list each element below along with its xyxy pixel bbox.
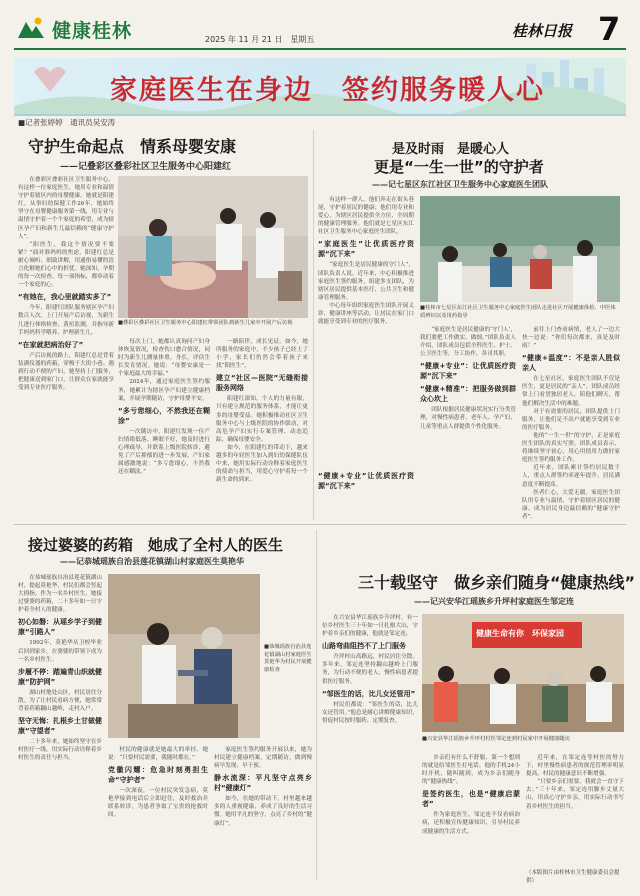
story2-para: 他的“一生一世”的守护，正是家庭医生团队的真实写照。团队成员表示，将继续坚守初心，用心用情用力做好家庭医生签约服务工作。 [522, 432, 620, 464]
story1-para: 今年，阳建红团队服务辖区孕产妇数百人次，上门开展产后访视，为新生儿进行体格检查、黄疸监测，并指导新手妈妈科学喂养、护理新生儿。 [18, 305, 114, 336]
story3-para: 在恭城瑶族自治县莲花镇湖山村，提起莫艳华，村民们都会竖起大拇指。作为一名乡村医生，她接过婆婆的药箱，二十多年如一日守护着全村人的健康。 [18, 575, 102, 614]
story4-para: 在兴安县华江瑶族乡升坪村，有一位乡村医生三十年如一日扎根大山，守护着乡亲们的健康，他就是邹定连。 [322, 615, 418, 638]
story4-subheading: 是签约医生，也是“健康启蒙者” [422, 790, 520, 809]
story2-para: “家庭医生是居民健康的守门人”，团队负责人说。近年来，中心积极推进家庭医生签约服务，组建多支团队，为辖区居民提供基本医疗、公共卫生和健康管理服务。 [318, 262, 414, 301]
story4-subtitle: ——记兴安华江瑶族乡升坪村家庭医生邹定连 [414, 597, 574, 606]
story2-para: 近年来，团队累计签约居民数千人，重点人群签约率逐年提升，居民满意度不断提高。 [522, 465, 620, 488]
story2-column-3 [420, 326, 516, 520]
story2-para: 中心每年组织家庭医生团队开展义诊、健康讲座等活动，让居民在家门口就能享受到专业的医疗服务。 [318, 302, 414, 326]
story3-subheading: 坚守无悔：扎根乡土甘做健康“守望者” [18, 717, 102, 736]
story2-column-4 [522, 326, 620, 520]
story4-title: 三十载坚守 做乡亲们随身“健康热线” [358, 573, 636, 592]
story4-para: 乡亲们有什么不舒服，第一个想到的就是给邹医生打电话。他的手机24小时开机，随叫随到，成为乡亲们随身的“健康热线”。 [422, 755, 520, 786]
story1-para: 每次上门，她都认真询问产妇身体恢复情况，检查伤口愈合情况，同时为新生儿测量体重、身长，评估生长发育情况。她说：“母婴安康是一个家庭最大的幸福。” [118, 339, 210, 378]
story1-para: 一次随访中，阳建红发现一位产妇情绪低落、睡眠不好，她及时进行心理疏导，并联系上级医院转诊，避免了产后抑郁的进一步发展。产妇家属感激地说：“多亏您细心，不然我还在糊涂。” [118, 428, 210, 476]
story1-para: 2024年，通过家庭医生签约服务，她累计为辖区孕产妇建立健康档案，开展孕期随访，守护母婴平安。 [118, 379, 210, 402]
story2-para: 医者仁心，大爱无疆。家庭医生团队用专业与温情，守护着辖区居民的健康，成为居民身边最信赖的“健康守护者”。 [522, 489, 620, 520]
story3-para: 湖山村地处山区，村民居住分散。为了让村民看病方便，她常常背着药箱翻山越岭，走村入户。 [18, 689, 102, 712]
story2-photo-caption: ■桂林市七星区东江社区卫生服务中心家庭医生团队走进社区开展健康体检、中医体质辨识以及用药指导 [420, 305, 616, 319]
story3-subheading: 党徽闪耀：危急时刻勇担生命“守护者” [108, 766, 208, 785]
story3-column-3 [214, 746, 312, 878]
story3-para: 如今，在她的带动下，村里越来越多的人重视健康，养成了良好的生活习惯。她用平凡的坚守，点亮了乡村的“健康灯”。 [214, 796, 312, 827]
page-number: 7 [598, 10, 621, 48]
story3-subheading: 静水流深：平凡坚守点亮乡村“健康灯” [214, 774, 312, 793]
issue-date: 2025 年 11 月 21 日 星期五 [205, 35, 315, 44]
story4-column-1 [322, 614, 418, 878]
story1-para: 在叠彩区叠彩社区卫生服务中心，有这样一位家庭医生，她用专业和温情守护着辖区内的母婴健康，她就是阳建红。从事妇幼保健工作26年，她始终坚守在母婴健康服务第一线，用专业与温情守护着一个个家庭的希望，成为辖区孕产妇和新生儿最信赖的“健康守护人”。 [18, 177, 114, 240]
story4-photo-caption: ■兴安县华江瑶族乡升坪村村医邹定连到村民家中开展健康随访 [422, 736, 571, 742]
story1-photo-caption: ■叠彩区叠彩社区卫生服务中心阳建红带领团队到新生儿家中开展产后访视 [118, 320, 293, 326]
story4-subheading: “邹医生的话，比儿女还管用” [322, 689, 416, 698]
story2-subtitle: ——记七星区东江社区卫生服务中心家庭医生团队 [372, 180, 548, 189]
story3-photo-image [108, 574, 260, 738]
story3-para: 二十多年来，她始终坚守在乡村医疗一线，用实际行动诠释着乡村医生的责任与担当。 [18, 739, 102, 762]
story2-subheading: “家庭医生”让优质医疗资源“沉下来” [318, 240, 414, 259]
story2-title-line2: 更是“一生一世”的守护者 [374, 158, 544, 176]
story1-photo-image [118, 176, 308, 318]
story2-title-line1: 是及时雨 是暖心人 [392, 142, 510, 157]
story3-column-2 [108, 746, 208, 878]
story3-subtitle: ——记恭城瑶族自治县莲花镇湖山村家庭医生莫艳华 [60, 557, 244, 566]
story3-subheading: 步履不停：踏遍青山织就健康“防护网” [18, 667, 102, 686]
section-logo-icon [14, 14, 46, 42]
story4-para: “只要乡亲们需要，我就会一直守下去。”三十年来，邹定连用脚步丈量大山，用真心守护乡亲，用实际行动书写着乡村医生的担当。 [526, 779, 624, 810]
story1-title: 守护生命起点 情系母婴安康 [28, 137, 237, 156]
story3-para: 村民的健康就是她最大的牵挂。她说：“只要村民需要，我随时都在。” [108, 747, 208, 762]
story3-column-1 [18, 574, 102, 878]
story1-subheading: “在家就把病治好了” [18, 340, 84, 349]
story2-photo-image [420, 196, 620, 302]
story2-photo [420, 196, 620, 302]
story1-para: 阳建红深知，个人的力量有限，只有建立规范的服务体系，才能让更多的母婴受益。她积极推动社区卫生服务中心与上级医院的协作联动，对高危孕产妇实行专案管理、动态追踪，确保母婴安全。 [216, 396, 308, 443]
byline: ■记者张婷婷 通讯员吴安涛 [18, 118, 116, 127]
story1-subtitle: ——记叠彩区叠彩社区卫生服务中心阳建红 [60, 162, 232, 172]
story1-para: 一路陪伴，成长见证。如今，她所服务的家庭中，不少孩子已经上了小学，家长们仍然会带着孩子来找“阳医生”。 [216, 339, 308, 370]
section-name: 健康桂林 [52, 20, 133, 42]
story3-photo [108, 574, 260, 738]
story2-subheading: “健康+专业”：让优质医疗资源“沉下来” [420, 362, 516, 381]
column-divider [316, 530, 317, 880]
section-divider [14, 524, 626, 525]
story4-subheading: 山路弯曲阻挡不了上门服务 [322, 642, 406, 651]
story1-subheading: “多亏您细心，不然我还在糊涂” [118, 406, 210, 425]
story4-column-3 [526, 754, 624, 866]
newspaper-name: 桂林日报 [512, 22, 573, 40]
banner-title: 家庭医生在身边 签约服务暖人心 [110, 75, 545, 106]
story2-subheading: “健康+精准”：把服务做到群众心坎上 [420, 385, 516, 404]
story1-subheading: 建立“社区—医院”无缝衔接服务网络 [216, 374, 308, 393]
story3-para: 一次深夜，一位村民突发急病，莫艳华接到电话后立即赶往，及时救治并联系转诊，为患者争取了宝贵的抢救时间。 [108, 788, 208, 819]
story4-photo [422, 614, 624, 732]
story4-para: 作为家庭医生，邹定连不仅看病治病，还积极宣传健康知识，引导村民养成健康的生活方式。 [422, 812, 520, 835]
story4-para: 近年来，在邹定连等村医的努力下，村里慢性病患者的规范管理率明显提高，村民的健康意识不断增强。 [526, 755, 624, 778]
story1-photo [118, 176, 308, 318]
story1-column-1 [18, 176, 114, 520]
story3-title: 接过婆婆的药箱 她成了全村人的医生 [28, 536, 284, 554]
story4-photo-banner-text: 健康生命有你 环保家园 [476, 629, 564, 638]
story2-subheading: “健康+温度”：不是亲人胜似亲人 [522, 354, 620, 373]
story2-para: 团队根据居民健康状况实行分类管理，对慢性病患者、老年人、孕产妇、儿童等重点人群提供个性化服务。 [420, 407, 516, 430]
column-divider [313, 130, 314, 520]
story2-para: 在七星社区，家庭医生团队不仅是医生，更是居民的“亲人”。团队成员经常上门看望独居老人，陪他们聊天，帮他们解决生活中的难题。 [522, 376, 620, 407]
story2-para: 对于有需要的居民，团队提供上门服务，让他们足不出户就能享受到专业的医疗服务。 [522, 408, 620, 431]
story3-para: 1992年，莫艳华从卫校毕业后回到家乡，在婆婆的带领下成为一名乡村医生。 [18, 640, 102, 663]
story3-photo-caption: ■恭城瑶族自治县莲花镇湖山村家庭医生莫艳华为村民开展健康检查 [264, 644, 312, 673]
story1-para: 如今，在阳建红的带动下，越来越多的年轻医生加入到妇幼保健队伍中来，她用实际行动诠释着家庭医生的使命与担当，用爱心守护着每一个新生命的到来。 [216, 444, 308, 484]
story2-para: 前往上门查看病情，老人了一边大快一边说：“你们每次都来，真是及时雨！” [522, 327, 620, 350]
story1-column-4 [216, 338, 308, 520]
story1-column-3 [118, 338, 210, 520]
story2-subheading: “健康+专业”让优质医疗资源“沉下来” [318, 472, 414, 490]
story2-para: 有这样一群人，他们奔走在街头巷尾，守护着居民的健康；他们用专业和爱心，为辖区居民提供全方位、全周期的健康管理服务。他们就是七星区东江社区卫生服务中心家庭医生团队。 [318, 197, 414, 236]
story4-para: 村民们都说：“邹医生的话，比儿女还管用。”他总是耐心讲解健康知识，督促村民按时服药、定期复查。 [322, 701, 418, 724]
story1-para: “阳医生，我这个情况要不要紧？”面对准妈妈的焦虑，阳建红总是耐心倾听、细致讲解，用通俗易懂的语言化解她们心中的担忧。她深知，孕期的每一次检查、每一项指标，都牵动着一个家庭的心。 [18, 241, 114, 289]
story4-para: 升坪村山高路远，村民居住分散。多年来，邹定连坚持翻山越岭上门服务，为行动不便的老人、慢性病患者提供医疗服务。 [322, 654, 418, 685]
story4-column-2 [422, 754, 520, 878]
story1-para: 产后访视的路上，阳建红总是背着装满仪器的药箱，穿梭于大街小巷。遇到行动不便的产妇，她坚持上门服务，把健康送到家门口，让群众在家就能享受到专业医疗服务。 [18, 352, 114, 392]
story3-subheading: 初心如磐：从瑶乡学子到健康“引路人” [18, 618, 102, 637]
story1-subheading: “有她在，我心里就踏实多了” [18, 293, 112, 302]
story2-para: “家庭医生是居民健康的‘守门人’，我们要把工作做实、做细。”团队负责人介绍，团队成员包括全科医生、护士、公卫医生等，分工协作，各司其职。 [420, 327, 516, 358]
story2-column-1-tail [318, 468, 414, 520]
photo-credit: （本版图片由桂林市卫生健康委员会提供） [526, 870, 620, 884]
story3-para: 家庭医生签约服务开展以来，她为村民建立健康档案，定期随访，做到慢病早发现、早干预。 [214, 747, 312, 770]
